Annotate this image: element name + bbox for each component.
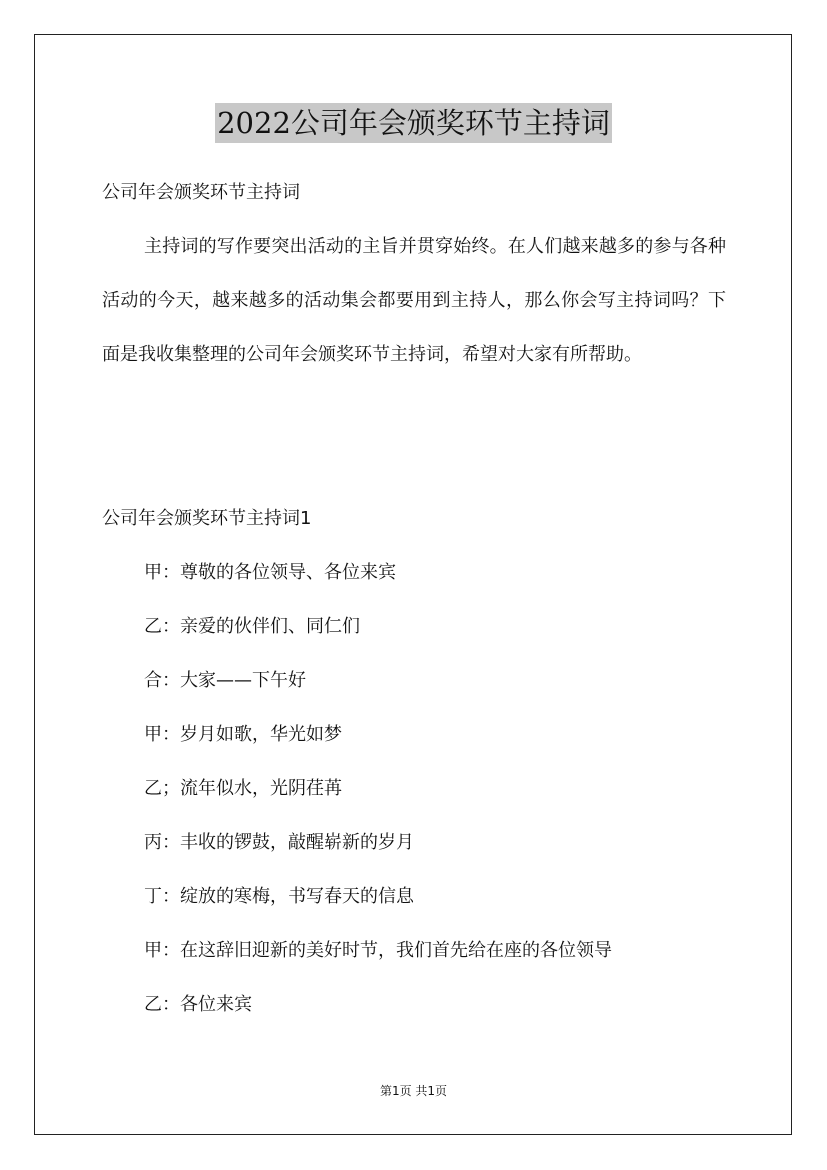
- dialogue-line: 乙：各位来宾: [144, 994, 252, 1015]
- dialogue-line: 丙：丰收的锣鼓，敲醒崭新的岁月: [144, 832, 414, 853]
- intro-paragraph: 主持词的写作要突出活动的主旨并贯穿始终。在人们越来越多的参与各种活动的今天，越来越多的活动集会都要用到主持人，那么你会写主持词吗？下面是我收集整理的公司年会颁奖环节主持词，希望对大家有所帮助。: [102, 236, 726, 365]
- page-footer: 第1页 共1页: [379, 1084, 448, 1098]
- dialogue-line: 甲：在这辞旧迎新的美好时节，我们首先给在座的各位领导: [144, 940, 612, 961]
- dialogue-line: 甲：尊敬的各位领导、各位来宾: [144, 562, 396, 583]
- dialogue-line: 乙：亲爱的伙伴们、同仁们: [144, 616, 360, 637]
- dialogue-line: 合：大家——下午好: [144, 670, 306, 691]
- subtitle: 公司年会颁奖环节主持词: [102, 182, 300, 203]
- document-title: 2022公司年会颁奖环节主持词: [215, 103, 612, 143]
- section-heading: 公司年会颁奖环节主持词1: [102, 508, 312, 529]
- title-container: [0, 103, 827, 143]
- dialogue-line: 丁：绽放的寒梅，书写春天的信息: [144, 886, 414, 907]
- dialogue-line: 乙；流年似水，光阴荏苒: [144, 778, 342, 799]
- dialogue-line: 甲：岁月如歌，华光如梦: [144, 724, 342, 745]
